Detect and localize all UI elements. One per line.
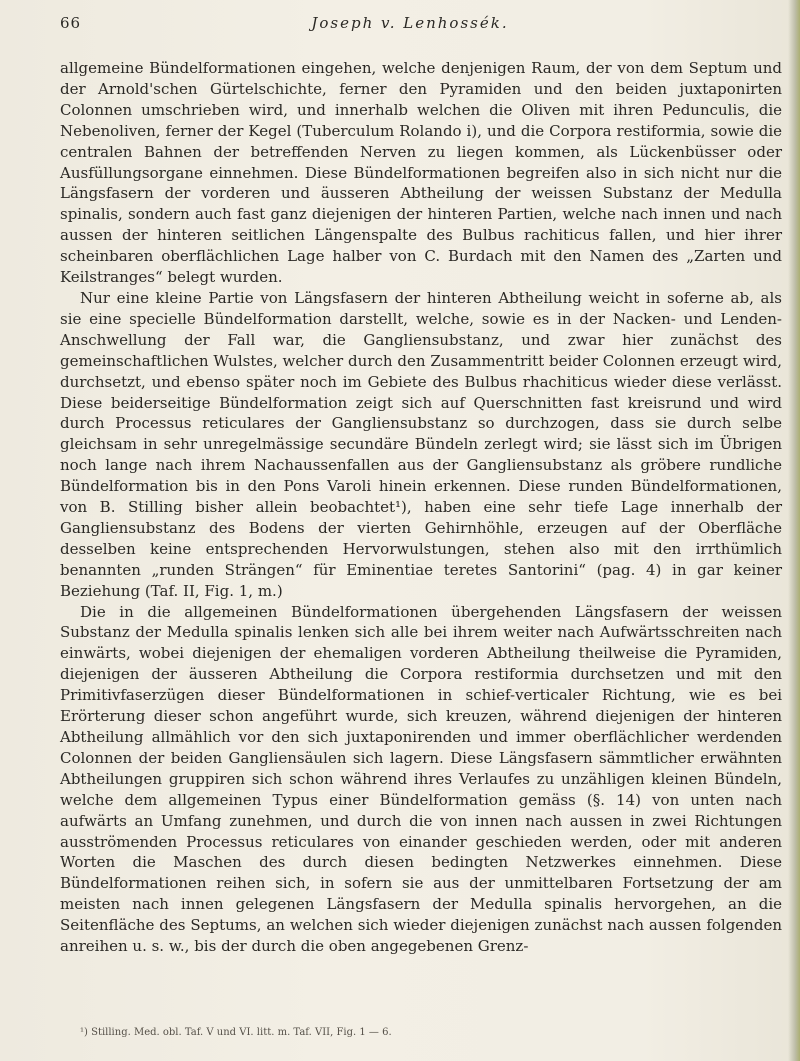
- footnote: ¹) Stilling. Med. obl. Taf. V und VI. litt. m. Taf. VII, Fig. 1 — 6.: [80, 1027, 392, 1038]
- running-head: Joseph v. Lenhossék.: [311, 14, 509, 32]
- body-text: [60, 58, 782, 957]
- paragraph-2: Nur eine kleine Partie von Längsfasern der hinteren Abtheilung weicht in soferne ab, als sie eine specielle Bündelformation darstellt, welche, sowie es in der Nacken- und Lenden-Anschwellung der Fall war, die Gangliensubstanz, und zwar hier zunächst des gemeinschaftlichen Wulstes, welcher durch den Zusammentritt beider Colonnen erzeugt wird, durchsetzt, und ebenso später noch im Gebiete des Bulbus rhachiticus wieder diese verlässt. Diese beiderseitige Bündelformation zeigt sich auf Querschnitten fast kreisrund und wird durch Processus reticulares der Gangliensubstanz so durchzogen, dass sie durch selbe gleichsam in sehr unregelmässige secundäre Bündeln zerlegt wird; sie lässt sich im Übrigen noch lange nach ihrem Nachaussenfallen aus der Gangliensubstanz als gröbere rundliche Bündelformation bis in den Pons Varoli hinein erkennen. Diese runden Bündelformationen, von B. Stilling bisher allein beobachtet¹), haben eine sehr tiefe Lage innerhalb der Gangliensubstanz des Bodens der vierten Gehirnhöhle, erzeugen auf der Oberfläche desselben keine entsprechenden Hervorwulstungen, stehen also mit den irrthümlich benannten „runden Strängen“ für Eminentiae teretes Santorini“ (pag. 4) in gar keiner Beziehung (Taf. II, Fig. 1, m.): [60, 288, 782, 600]
- paragraph-3: Die in die allgemeinen Bündelformationen übergehenden Längsfasern der weissen Substanz der Medulla spinalis lenken sich alle bei ihrem weiter nach Aufwärtsschreiten nach einwärts, wobei diejenigen der ehemaligen vorderen Abtheilung theilweise die Pyramiden, diejenigen der äusseren Abtheilung die Corpora restiformia durchsetzen und mit den Primitivfaserzügen dieser Bündelformationen in schief-verticaler Richtung, wie es bei Erörterung dieser schon angeführt wurde, sich kreuzen, während diejenigen der hinteren Abtheilung allmählich vor den sich juxtaponirenden und immer oberflächlicher werdenden Colonnen der beiden Gangliensäulen sich lagern. Diese Längsfasern sämmtlicher erwähnten Abtheilungen gruppiren sich schon während ihres Verlaufes zu unzähligen kleinen Bündeln, welche dem allgemeinen Typus einer Bündelformation gemäss (§. 14) von unten nach aufwärts an Umfang zunehmen, und durch die von innen nach aussen in zwei Richtungen ausströmenden Processus reticulares von einander geschieden werden, oder mit anderen Worten die Maschen des durch diesen bedingten Netzwerkes einnehmen. Diese Bündelformationen reihen sich, in sofern sie aus der unmittelbaren Fortsetzung der am meisten nach innen gelegenen Längsfasern der Medulla spinalis hervorgehen, an die Seitenfläche des Septums, an welchen sich wieder diejenigen zunächst nach aussen folgenden anreihen u. s. w., bis der durch die oben angegebenen Grenz-: [60, 602, 782, 956]
- paragraph-1: allgemeine Bündelformationen eingehen, welche denjenigen Raum, der von dem Septum und der Arnold'schen Gürtelschichte, ferner den Pyramiden und den beiden juxtaponirten Colonnen umschrieben wird, und innerhalb welchen die Oliven mit ihren Pedunculis, die Nebenoliven, ferner der Kegel (Tuberculum Rolando i), und die Corpora restiformia, sowie die centralen Bahnen der betreffenden Nerven zu liegen kommen, als Lückenbüsser oder Ausfüllungsorgane einnehmen. Diese Bündelformationen begreifen also in sich nicht nur die Längsfasern der vorderen und äusseren Abtheilung der weissen Substanz der Medulla spinalis, sondern auch fast ganz diejenigen der hinteren Partien, welche nach innen und nach aussen der hinteren seitlichen Längenspalte des Bulbus rachiticus fallen, und hier ihrer scheinbaren oberflächlichen Lage halber von C. Burdach mit den Namen des „Zarten und Keilstranges“ belegt wurden.: [60, 59, 782, 287]
- page-header: [60, 14, 760, 40]
- page-edge-shadow: [788, 0, 800, 1061]
- page-number: 66: [60, 14, 82, 32]
